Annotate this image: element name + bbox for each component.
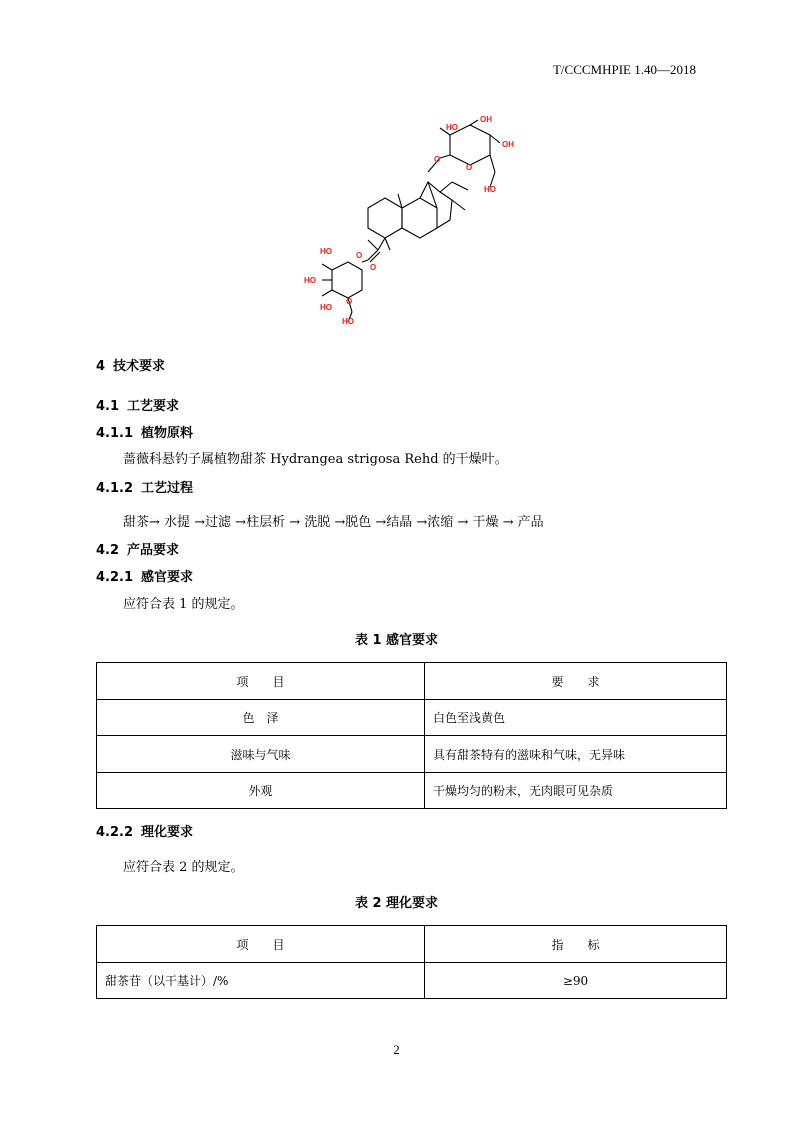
section-4-2-2-heading: 4.2.2 理化要求 xyxy=(96,825,194,840)
atom-label: HO xyxy=(446,123,458,132)
table-row xyxy=(97,773,727,809)
atom-label: O xyxy=(434,155,441,164)
section-4-2-1-heading: 4.2.1 感官要求 xyxy=(96,570,194,585)
table-header-row xyxy=(97,663,727,700)
table-cell: 干燥均匀的粉末，无肉眼可见杂质 xyxy=(425,773,727,809)
table-cell: 滋味与气味 xyxy=(97,736,425,773)
process-flow-text: 甜茶→ 水提 →过滤 →柱层析 → 洗脱 →脱色 →结晶 →浓缩 → 干燥 → 产品 xyxy=(123,515,544,530)
table-header-cell: 项 目 xyxy=(97,663,425,700)
table2-reference-text: 应符合表 2 的规定。 xyxy=(123,860,244,875)
table1-reference-text: 应符合表 1 的规定。 xyxy=(123,597,244,612)
section-4-1-1-heading: 4.1.1 植物原料 xyxy=(96,426,194,441)
table1-caption: 表 1 感官要求 xyxy=(354,633,439,648)
atom-label: O xyxy=(466,163,473,172)
table-header-row xyxy=(97,926,727,963)
atom-label: HO xyxy=(304,276,316,285)
table-row xyxy=(97,963,727,999)
section-4-1-2-heading: 4.1.2 工艺过程 xyxy=(96,481,194,496)
page-number: 2 xyxy=(393,1042,400,1057)
ring-a xyxy=(368,198,402,238)
atom-label: O xyxy=(356,251,363,260)
raw-material-text: 蔷薇科悬钓子属植物甜茶 Hydrangea strigosa Rehd 的干燥叶。 xyxy=(123,452,508,467)
section-4-2-heading: 4.2 产品要求 xyxy=(96,543,180,558)
table-row xyxy=(97,736,727,773)
document-code: T/CCCMHPIE 1.40—2018 xyxy=(552,62,696,77)
chemical-structure-figure xyxy=(290,110,530,335)
table2-caption: 表 2 理化要求 xyxy=(354,896,439,911)
atom-label: O xyxy=(370,263,377,272)
atom-label: HO xyxy=(320,303,332,312)
section-4-heading: 4 技术要求 xyxy=(96,359,166,374)
table-cell: ≥90 xyxy=(425,963,727,999)
table-header-cell: 要 求 xyxy=(425,663,727,700)
table-cell: 白色至浅黄色 xyxy=(425,700,727,736)
table-cell: 甜茶苷（以干基计）/% xyxy=(97,963,425,999)
table-cell: 外观 xyxy=(97,773,425,809)
table-cell: 色 泽 xyxy=(97,700,425,736)
atom-label: O xyxy=(346,297,353,306)
atom-label: HO xyxy=(320,247,332,256)
lower-glucose-ring xyxy=(332,262,362,298)
atom-label: OH xyxy=(480,115,492,124)
atom-label: HO xyxy=(342,317,354,326)
physicochemical-requirements-table xyxy=(96,925,727,999)
section-4-1-heading: 4.1 工艺要求 xyxy=(96,399,180,414)
atom-label: OH xyxy=(502,140,514,149)
table-cell: 具有甜茶特有的滋味和气味，无异味 xyxy=(425,736,727,773)
table-header-cell: 指 标 xyxy=(425,926,727,963)
ring-b xyxy=(402,198,437,238)
sensory-requirements-table xyxy=(96,662,727,809)
atom-label: HO xyxy=(484,185,496,194)
table-header-cell: 项 目 xyxy=(97,926,425,963)
table-row xyxy=(97,700,727,736)
